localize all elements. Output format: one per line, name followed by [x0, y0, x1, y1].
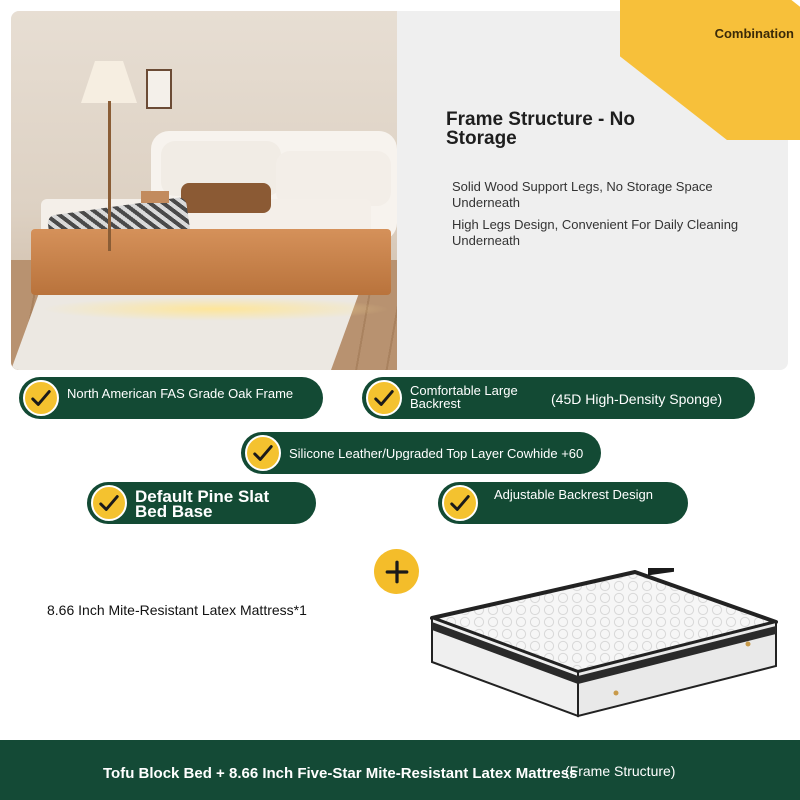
- bedroom-photo: [11, 11, 397, 370]
- mattress-image: [430, 568, 778, 718]
- footer-title: Tofu Block Bed + 8.66 Inch Five-Star Mite-Resistant Latex Mattress: [103, 765, 578, 782]
- feature-silicone-leather: [241, 432, 601, 474]
- frame-detail-cleaning: High Legs Design, Convenient For Daily Cleaning Underneath: [452, 217, 739, 248]
- check-icon: [366, 380, 402, 416]
- feature-large-backrest: [362, 377, 755, 419]
- check-icon: [23, 380, 59, 416]
- footer-banner: [0, 740, 800, 800]
- feature-note: (45D High-Density Sponge): [551, 391, 723, 407]
- plus-icon: [374, 549, 419, 594]
- frame-detail-legs: Solid Wood Support Legs, No Storage Space Underneath: [452, 179, 713, 210]
- feature-label: North American FAS Grade Oak Frame: [67, 386, 294, 401]
- footer-note: (Frame Structure): [565, 763, 676, 779]
- feature-oak-frame: [19, 377, 323, 419]
- ribbon-label: Combination: [714, 26, 794, 41]
- feature-pine-slat-base: [87, 482, 316, 524]
- check-icon: [442, 485, 478, 521]
- mattress-label: 8.66 Inch Mite-Resistant Latex Mattress*1: [47, 602, 307, 618]
- check-icon: [91, 485, 127, 521]
- feature-adjustable-backrest: [438, 482, 688, 524]
- check-icon: [245, 435, 281, 471]
- feature-label: Comfortable Large Backrest: [410, 383, 518, 411]
- feature-label: Silicone Leather/Upgraded Top Layer Cowhide +60: [289, 447, 584, 460]
- feature-label: Adjustable Backrest Design: [494, 487, 653, 502]
- feature-label: Default Pine Slat Bed Base: [135, 487, 270, 521]
- frame-title: Frame Structure - No Storage: [446, 109, 635, 149]
